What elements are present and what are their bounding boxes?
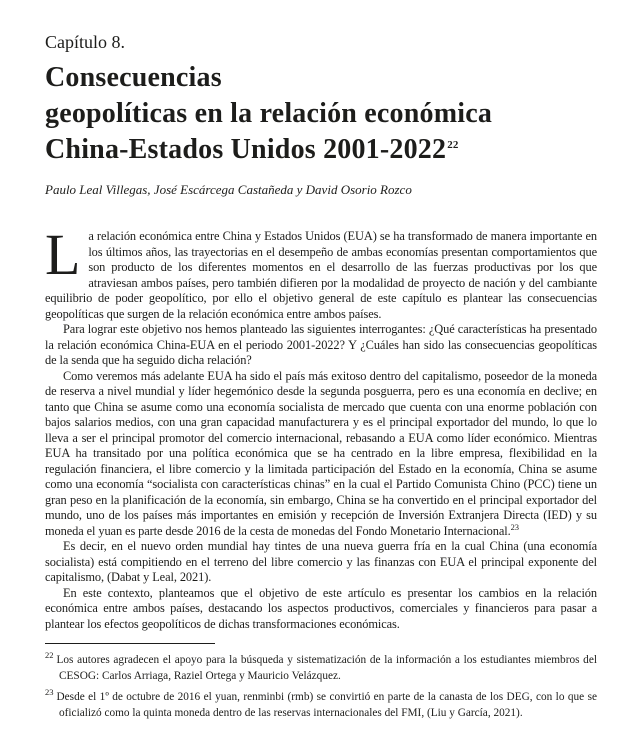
footnote-22-ref: 22 — [45, 650, 54, 661]
footnote-23 — [45, 687, 597, 721]
chapter-label: Capítulo 8. — [45, 32, 125, 52]
authors-byline: Paulo Leal Villegas, José Escárcega Castañeda y David Osorio Rozco — [45, 182, 412, 197]
footnote-22-text: Los autores agradecen el apoyo para la búsqueda y sistematización de la información a los estudiantes miembros del CESOG: Carlos Arriaga, Raziel Ortega y Mauricio Velázquez. — [56, 654, 597, 682]
title-line-3-text: China-Estados Unidos 2001-2022 — [45, 134, 447, 165]
paragraph-2 — [45, 322, 597, 369]
title-line-1: Consecuencias — [45, 62, 222, 93]
title-footnote-ref: 22 — [447, 138, 459, 151]
body-footnote-ref-23: 23 — [510, 521, 519, 532]
footnote-separator-rule — [45, 643, 215, 644]
paragraph-1-text: La relación económica entre China y Estados Unidos (EUA) se ha transformado de manera importante en los últimos años, las trayectorias en el desempeño de ambas economías presentan comportamientos que son producto de los diferentes momentos en el desarrollo de las fuerzas productivas por los que atraviesan ambos países, pero también difieren por la modalidad de proyecto de nación y del cambiante equilibrio de poder geopolítico, por ello el objetivo general de este capítulo es plantear las consecuencias geopolíticas que surgen de la relación económica entre ambos países. — [45, 222, 597, 321]
title-line-3 — [45, 132, 597, 168]
body-text — [45, 222, 597, 632]
page-title — [45, 60, 597, 168]
paragraph-4 — [45, 539, 597, 586]
paragraph-3 — [45, 369, 597, 540]
paragraph-1 — [45, 222, 597, 322]
paragraph-3-text: Como veremos más adelante EUA ha sido el país más exitoso dentro del capitalismo, poseedor de la moneda de reserva a nivel mundial y líder hegemónico desde la segunda posguerra, pero es una economía en declive; en tanto que China se asume como una economía socialista de mercado que cuenta con una enorme población con bajos salarios medios, con una gran capacidad manufacturera y es el principal exportador del mundo, lo que lo lleva a ser el principal promotor del comercio internacional, rebasando a EUA como líder económico. Mientras EUA ha transitado por una política económica que se ha centrado en la libre empresa, flexibilidad en la regulación financiera, el libre comercio y la limitada participación del Estado en la economía, China se asume como una economía “socialista con características chinas” en la cual el Partido Comunista Chino (PCC) tiene un gran peso en la planificación de la economía, sin embargo, China se ha convertido en el principal exportador del mundo, uno de los países más importantes en emisión y recepción de Inversión Extranjera Directa (IED) y su moneda el yuan es parte desde 2016 de la cesta de monedas del Fondo Monetario Internacional. — [45, 368, 597, 538]
footnote-23-ref: 23 — [45, 687, 54, 698]
footnote-23-text: Desde el 1º de octubre de 2016 el yuan, renminbi (rmb) se convirtió en parte de la canasta de los DEG, con lo que se oficializó como la quinta moneda dentro de las reservas internacionales del FMI, (Liu y García, 2021). — [56, 691, 597, 719]
paragraph-5-text: En este contexto, planteamos que el objetivo de este artículo es presentar los cambios en la relación económica entre ambos países, destacando los aspectos productivos, comerciales y financieros para pasar a plantear los efectos geopolíticos de dichas transformaciones económicas. — [45, 585, 597, 631]
paragraph-2-text: Para lograr este objetivo nos hemos planteado las siguientes interrogantes: ¿Qué características ha presentado la relación económica China-EUA en el periodo 2001-2022? Y ¿Cuáles han sido las consecuencias geopolíticas de la senda que ha seguido dicha relación? — [45, 322, 597, 367]
footnote-22 — [45, 650, 597, 684]
title-line-2: geopolíticas en la relación económica — [45, 98, 493, 129]
footnotes-section — [45, 650, 597, 721]
paragraph-5 — [45, 586, 597, 633]
paragraph-4-text: Es decir, en el nuevo orden mundial hay tintes de una nueva guerra fría en la cual China (una economía socialista) está compitiendo en el terreno del libre comercio y las finanzas con EUA el principal exponente del capitalismo, (Dabat y Leal, 2021). — [45, 539, 597, 584]
